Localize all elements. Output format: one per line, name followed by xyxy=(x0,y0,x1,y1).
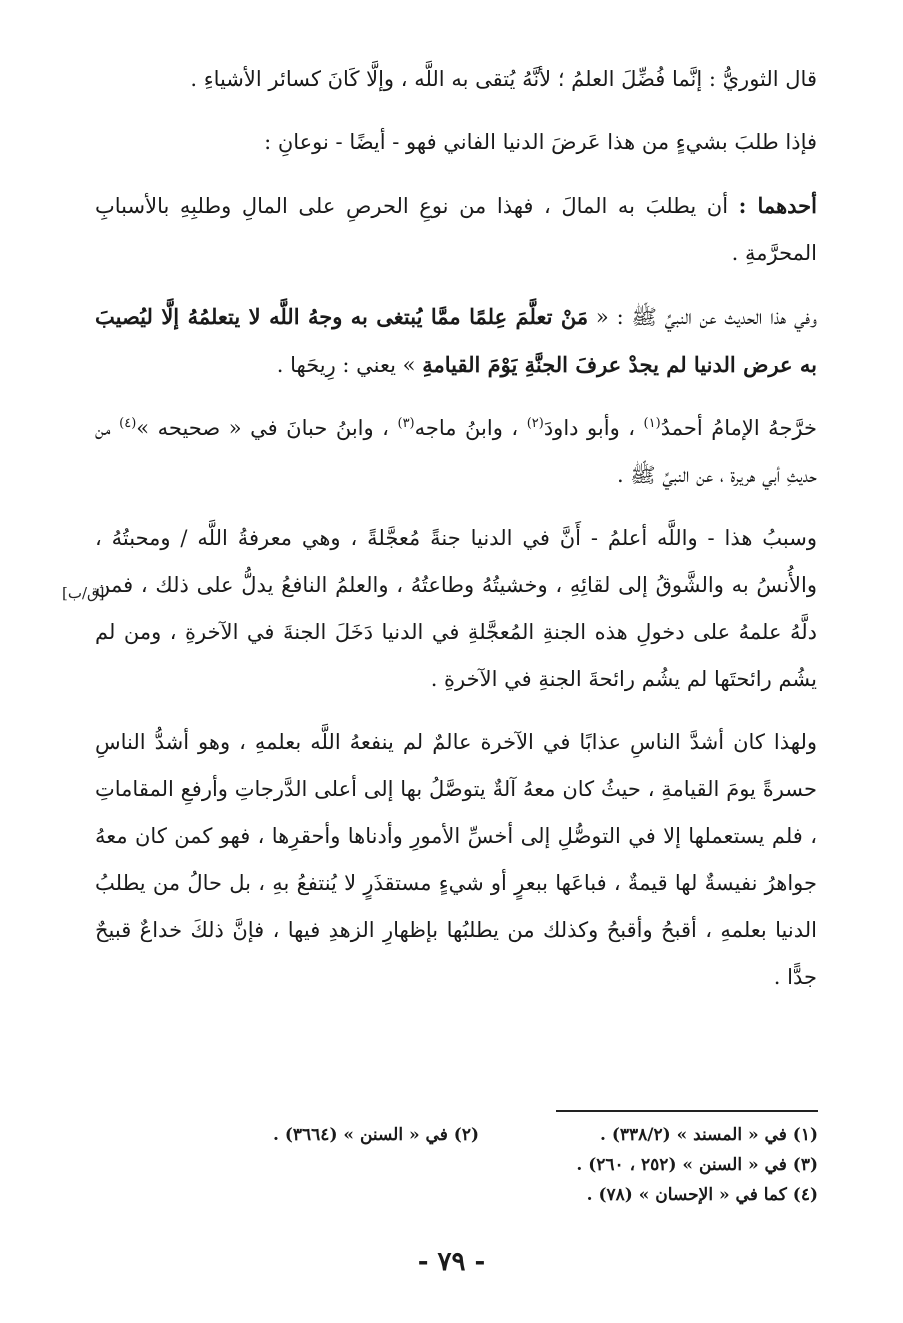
paragraph-3-text: أن يطلبَ به المالَ ، فهذا من نوعِ الحرصِ على المالِ وطلبِهِ بالأسبابِ المحرَّمةِ . xyxy=(95,194,817,265)
footnote-row xyxy=(140,1180,818,1210)
footnote-separator xyxy=(556,1110,818,1112)
page-number: - ٧٩ - xyxy=(417,1247,486,1277)
paragraph-2: فإذا طلبَ بشيءٍ من هذا عَرضَ الدنيا الفاني فهو - أيضًا - نوعانِ : xyxy=(264,130,817,154)
hadith-text: مَنْ تعلَّمَ عِلمًا ممَّا يُبتغى به وجهُ اللَّه لا يتعلمُهُ إلَّا ليُصيبَ به عرض الدنيا لم يجدْ عرفَ الجنَّةِ يَوْمَ القيامةِ xyxy=(95,304,817,377)
footnote-3: (٣) في « السنن » (٢٥٢ ، ٢٦٠) . xyxy=(576,1155,818,1175)
footnote-ref-2: (٢) xyxy=(526,416,544,431)
hadith-intro: وفي هذا الحديث عن النبيِّ ﷺ : « xyxy=(588,305,818,329)
manuscript-folio-marker: [ق/ب] xyxy=(62,584,105,602)
footnotes xyxy=(140,1120,818,1210)
takhrij-part-2: ، وأبو داودَ xyxy=(543,416,644,440)
paragraph-4 xyxy=(95,293,817,389)
footnote-ref-4: (٤) xyxy=(119,416,137,431)
footnote-row xyxy=(140,1150,818,1180)
paragraph-6: وسببُ هذا - واللَّه أعلمُ - أَنَّ في الدنيا جنةً مُعجَّلةً ، وهي معرفةُ اللَّه / ومحبتُهُ ، والأُنسُ به والشَّوقُ إلى لقائِهِ ، وخشيتُهُ وطاعتُهُ ، والعلمُ النافعُ يدلُّ على ذلك ، فمن دلَّهُ علمهُ على دخولِ هذه الجنةِ المُعجَّلةِ في الدنيا دَخَلَ الجنةَ في الآخرةِ ، ومن لم يشُم رائحتَها لم يشُم رائحةَ الجنةِ في الآخرةِ . xyxy=(95,526,817,691)
paragraph-7: ولهذا كان أشدَّ الناسِ عذابًا في الآخرة عالمٌ لم ينفعهُ اللَّه بعلمهِ ، وهو أشدُّ الناسِ حسرةً يومَ القيامةِ ، حيثُ كان معهُ آلةٌ يتوصَّلُ بها إلى أعلى الدَّرجاتِ وأرفعِ المقاماتِ ، فلم يستعملها إلا في التوصُّلِ إلى أخسِّ الأمورِ وأدناها وأحقرِها ، فهو كمن كان معهُ جواهرُ نفيسةٌ لها قيمةٌ ، فباعَها ببعرٍ أو شيءٍ مستقذَرٍ لا يُنتفعُ بهِ ، بل حالُ من يطلبُ الدنيا بعلمهِ ، أقبحُ وأقبحُ وكذلك من يطلبُها بإظهارِ الزهدِ فيها ، فإنَّ ذلكَ خداعٌ قبيحٌ جدًّا . xyxy=(95,730,817,989)
lead-word: أحدهما : xyxy=(738,193,817,218)
footnote-1: (١) في « المسند » (٣٣٨/٢) . xyxy=(600,1125,818,1145)
paragraph-1: قال الثوريُّ : إنَّما فُضِّلَ العلمُ ؛ لأنَّهُ يُتقى به اللَّه ، وإلَّا كَانَ كسائر الأشياءِ . xyxy=(190,67,817,91)
hadith-outro: » يعني : رِيحَها . xyxy=(276,353,423,377)
footnote-row xyxy=(140,1120,818,1150)
main-text xyxy=(95,56,817,1017)
paragraph-3 xyxy=(95,182,817,277)
footnote-ref-3: (٣) xyxy=(397,416,415,431)
takhrij-part-5: من حديثِ أبي هريرة ، عن النبيِّ ﷺ . xyxy=(95,416,817,487)
footnote-4: (٤) كما في « الإحسان » (٧٨) . xyxy=(586,1185,818,1205)
footnote-ref-1: (١) xyxy=(643,416,661,431)
paragraph-5 xyxy=(95,405,817,499)
takhrij-part-4: ، وابنُ حبانَ في « صحيحه » xyxy=(136,416,398,440)
footnote-2: (٢) في « السنن » (٣٦٦٤) . xyxy=(273,1125,479,1145)
takhrij-part-3: ، وابنُ ماجه xyxy=(414,416,527,440)
takhrij-part-1: خرَّجهُ الإمامُ أحمدُ xyxy=(660,416,817,440)
